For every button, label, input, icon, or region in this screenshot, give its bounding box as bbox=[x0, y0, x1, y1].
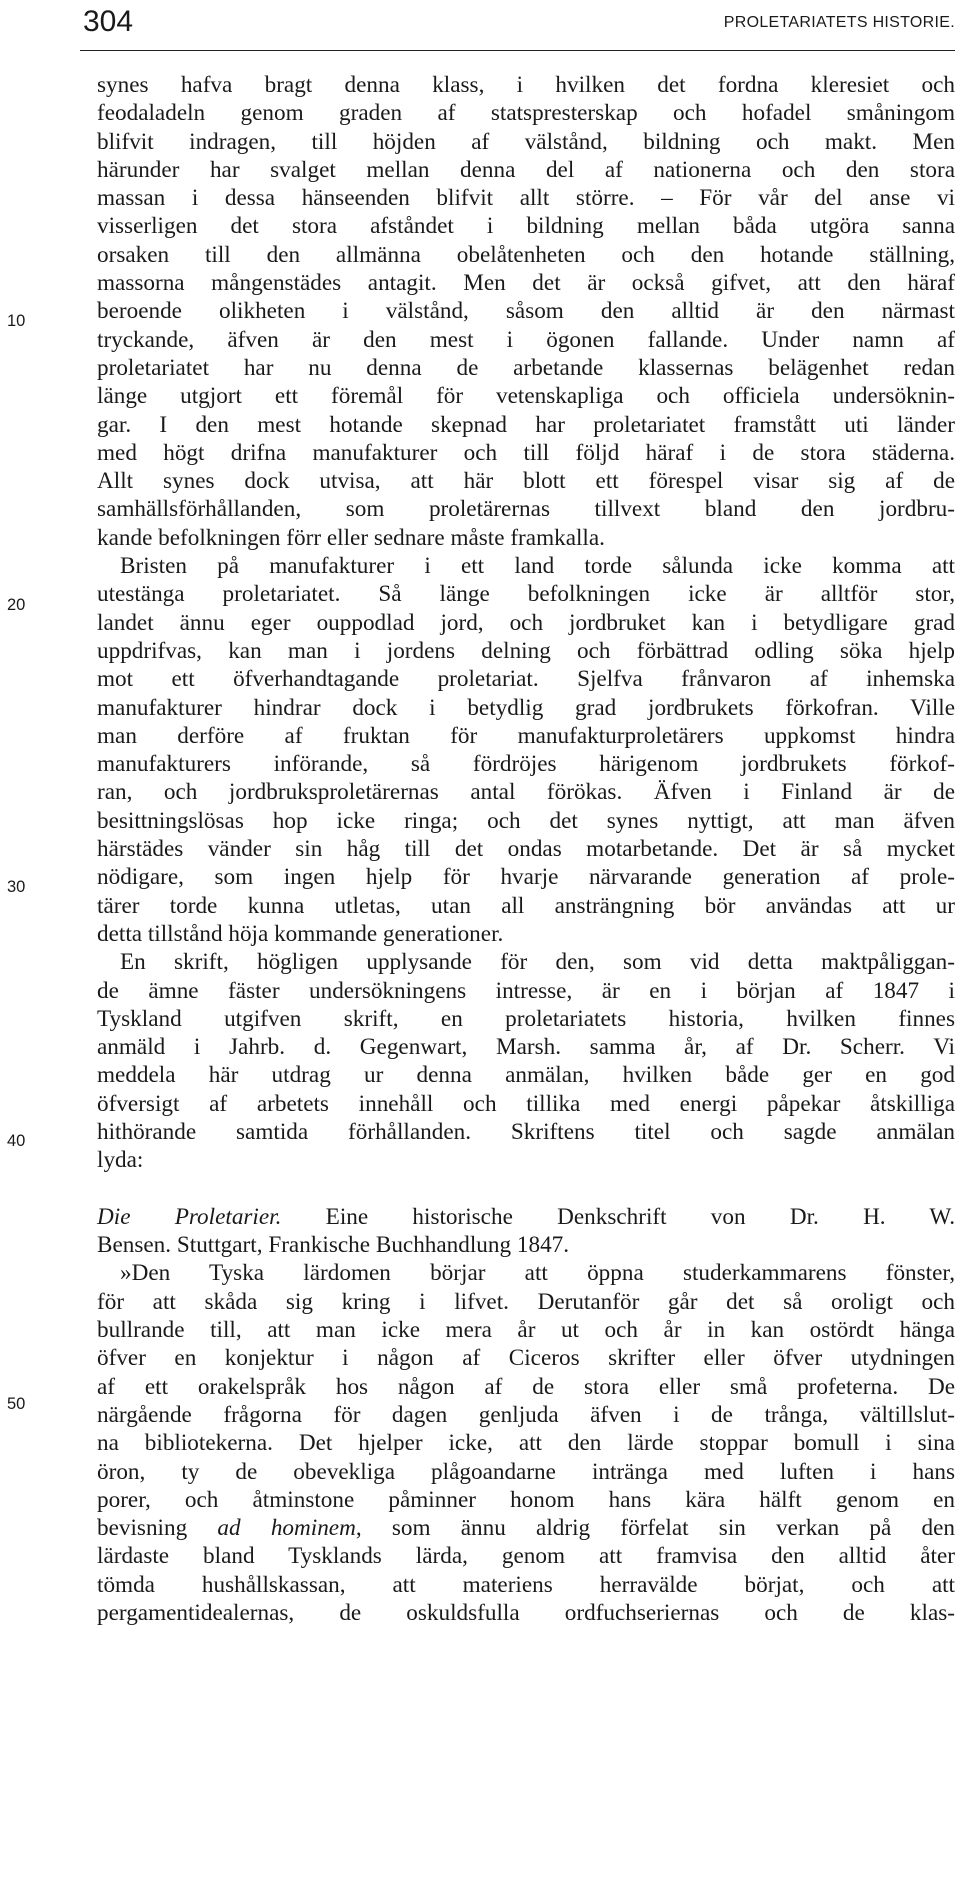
text-line: öron, ty de obevekliga plågoandarne inträngа med luften i hans bbox=[97, 1458, 955, 1485]
text-line: öfver en konjektur i någon af Ciceros skrifter eller öfver utydningen bbox=[97, 1345, 955, 1372]
line-number: 20 bbox=[7, 596, 26, 614]
paragraph-3 bbox=[97, 948, 955, 1174]
text-line: »Den Tyska lärdomen börjar att öppna studerkammarens fönster, bbox=[120, 1260, 955, 1287]
text-line: porer, och åtminstone påminner honom hans kära hälft genom en bbox=[97, 1486, 955, 1513]
citation-line bbox=[97, 1203, 955, 1231]
text-segment: bevisning bbox=[97, 1515, 218, 1542]
text-line: manufakturer hindrar dock i betydlig grad jordbrukets förkofran. Ville bbox=[97, 694, 955, 721]
text-line: pergamentidealernas, de oskuldsfulla ordfuchseriernas och de klas- bbox=[97, 1600, 955, 1627]
text-line: tryckande, äfven är den mest i ögonen fallande. Under namn af bbox=[97, 326, 955, 353]
text-line: tärer torde kunna utletas, utan all ansträngning bör användas att ur bbox=[97, 892, 955, 919]
text-line: de ämne fäster undersökningens intresse, är en i början af 1847 i bbox=[97, 977, 955, 1004]
text-line: kande befolkningen förr eller sednare måste framkalla. bbox=[97, 524, 605, 551]
line-number: 50 bbox=[7, 1395, 26, 1413]
text-line: massorna mångenstädes antagit. Men det är också gifvet, att den häraf bbox=[97, 270, 955, 297]
italic-phrase: ad hominem bbox=[217, 1515, 356, 1542]
text-line: beroende olikheten i välstånd, såsom den alltid är den närmast bbox=[97, 298, 955, 325]
text-line: anmäld i Jahrb. d. Gegenwart, Marsh. samma år, af Dr. Scherr. Vi bbox=[97, 1034, 955, 1061]
text-line: bullrande till, att man icke mera år ut och år in kan ostördt hänga bbox=[97, 1317, 955, 1344]
text-line: hithörande samtida förhållanden. Skriftens titel och sagde anmälan bbox=[97, 1118, 955, 1145]
line-number: 30 bbox=[7, 878, 26, 896]
citation-text: Eine historische Denkschrift von Dr. H. W. bbox=[281, 1203, 955, 1230]
text-line: proletariatet har nu denna de arbetande klassernas belägenhet redan bbox=[97, 354, 955, 381]
text-line: lärdaste bland Tysklands lärda, genom att framvisa den alltid åter bbox=[97, 1543, 955, 1570]
text-line: af ett orakelspråk hos någon af de stora eller små profeterna. De bbox=[97, 1373, 955, 1400]
text-line: lyda: bbox=[97, 1147, 144, 1174]
text-line: Tyskland utgifven skrift, en proletariatets historia, hvilken finnes bbox=[97, 1005, 955, 1032]
text-line: för att skåda sig kring i lifvet. Derutanför går det så oroligt och bbox=[97, 1288, 955, 1315]
text-line: landet ännu eger ouppodlad jord, och jordbruket kan i betydligare grad bbox=[97, 609, 955, 636]
paragraph-2 bbox=[97, 552, 955, 948]
text-line: närgående frågorna för dagen genljuda äfven i de trånga, vältillslut- bbox=[97, 1401, 955, 1428]
text-line: mot ett öfverhandtagande proletariat. Sjelfva frånvaron af inhemska bbox=[97, 666, 955, 693]
text-line: utestänga proletariatet. Så länge befolkningen icke är alltför stor, bbox=[97, 581, 955, 608]
citation bbox=[97, 1203, 955, 1260]
text-line: orsaken till den allmänna obelåtenheten och den hotande ställning, bbox=[97, 241, 955, 268]
text-line: blifvit indragen, till höjden af välstånd, bildning och makt. Men bbox=[97, 128, 955, 155]
text-line: feodaladeln genom graden af statspresterskap och hofadel småningom bbox=[97, 100, 955, 127]
running-head: PROLETARIATETS HISTORIE. bbox=[723, 14, 955, 31]
citation-title: Die Proletarier. bbox=[97, 1203, 282, 1230]
text-line: na bibliotekerna. Det hjelper icke, att den lärde stoppar bomull i sina bbox=[97, 1430, 955, 1457]
text-line: samhällsförhållanden, som proletärernas tillvext bland den jordbru- bbox=[97, 496, 955, 523]
text-line: nödigare, som ingen hjelp för hvarje närvarande generation af prole- bbox=[97, 864, 955, 891]
text-line: med högt drifna manufakturer och till följd häraf i de stora städerna. bbox=[97, 439, 955, 466]
text-line: tömda hushållskassan, att materiens herravälde börjat, och att bbox=[97, 1571, 955, 1598]
citation-line: Bensen. Stuttgart, Frankische Buchhandlung 1847. bbox=[97, 1232, 570, 1259]
page-number: 304 bbox=[83, 5, 134, 38]
text-line bbox=[97, 1514, 955, 1542]
text-line: meddela här utdrag ur denna anmälan, hvilken både ger en god bbox=[97, 1062, 955, 1089]
line-number: 10 bbox=[7, 312, 26, 330]
text-line: öfversigt af arbetets innehåll och tillika med energi påpekar åtskilliga bbox=[97, 1090, 955, 1117]
text-line: En skrift, högligen upplysande för den, som vid detta maktpåliggan- bbox=[120, 949, 955, 976]
body-text bbox=[97, 71, 955, 1627]
line-number: 40 bbox=[7, 1132, 26, 1150]
text-line: massan i dessa hänseenden blifvit allt större. – För vår del anse vi bbox=[97, 185, 955, 212]
text-line: ran, och jordbruksproletärernas antal förökas. Äfven i Finland är de bbox=[97, 779, 955, 806]
text-line: Allt synes dock utvisa, att här blott ett förespel visar sig af de bbox=[97, 468, 955, 495]
text-line: Bristen på manufakturer i ett land torde sålunda icke komma att bbox=[120, 553, 955, 580]
text-line: visserligen det stora afståndet i bildning mellan båda utgöra sanna bbox=[97, 213, 955, 240]
text-line: uppdrifvas, kan man i jordens delning och förbättrad odling söka hjelp bbox=[97, 637, 955, 664]
text-line: man derföre af fruktan för manufakturproletärers uppkomst hindra bbox=[97, 722, 955, 749]
text-line: härstädes vänder sin håg till det ondas motarbetande. Det är så mycket bbox=[97, 836, 955, 863]
text-line: synes hafva bragt denna klass, i hvilken det fordna kleresiet och bbox=[97, 72, 955, 98]
paragraph-1 bbox=[97, 71, 955, 552]
paragraph-4 bbox=[97, 1259, 955, 1627]
text-segment: , som ännu aldrig förfelat sin verkan på den bbox=[355, 1515, 955, 1542]
text-line: gar. I den mest hotande skepnad har proletariatet framstått uti länder bbox=[97, 411, 955, 438]
spacer bbox=[97, 1175, 955, 1203]
text-line: manufakturers införande, så fördröjes härigenom jordbrukets förkof- bbox=[97, 751, 955, 778]
page-header bbox=[80, 0, 955, 51]
text-line: härunder har svalget mellan denna del af nationerna och den stora bbox=[97, 156, 955, 183]
text-line: besittningslösas hop icke ringa; och det synes nyttigt, att man äfven bbox=[97, 807, 955, 834]
text-line: länge utgjort ett föremål för vetenskapliga och officiela undersöknin- bbox=[97, 383, 955, 410]
text-line: detta tillstånd höja kommande generationer. bbox=[97, 920, 504, 947]
